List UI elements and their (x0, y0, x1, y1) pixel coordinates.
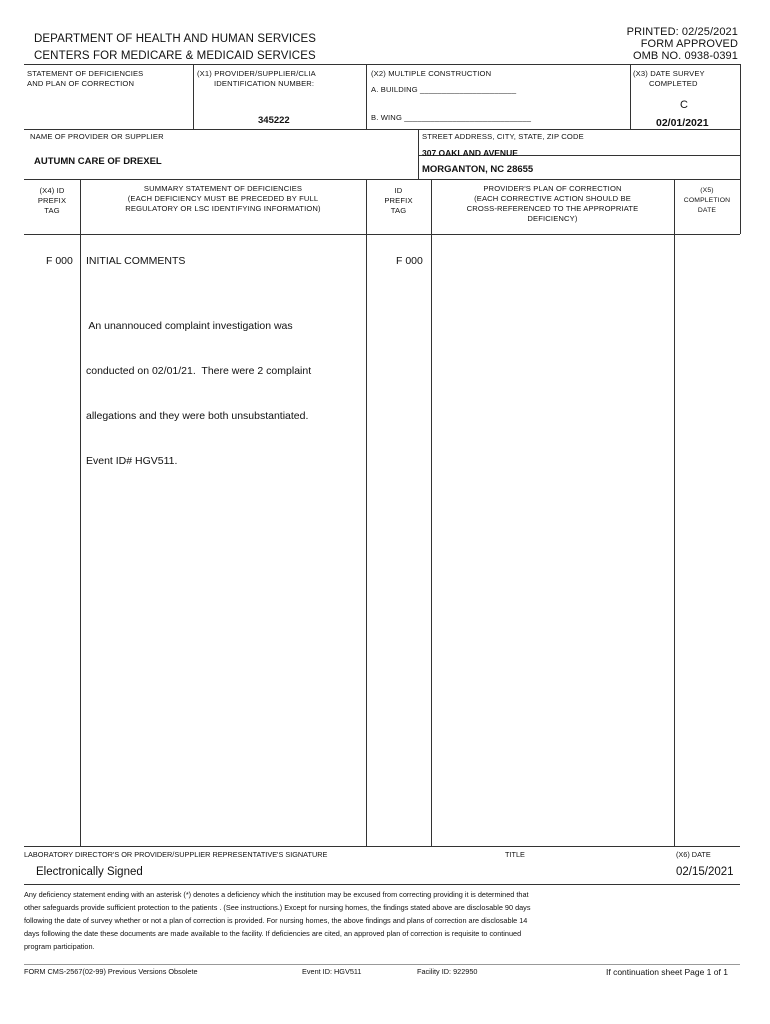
facility-id: Facility ID: 922950 (417, 967, 478, 976)
completion-date-header: (X5) COMPLETION DATE (683, 187, 731, 214)
line-colhead-bottom (24, 234, 740, 235)
title-label: TITLE (505, 850, 525, 859)
printed-date: PRINTED: 02/25/2021 (626, 26, 738, 38)
line-x1-left (193, 64, 194, 129)
date-label: (X6) DATE (676, 850, 711, 859)
provider-name-label: NAME OF PROVIDER OR SUPPLIER (30, 132, 164, 141)
provider-name: AUTUMN CARE OF DREXEL (34, 156, 162, 167)
x1-label-1: (X1) PROVIDER/SUPPLIER/CLIA (197, 69, 316, 78)
disclaimer-line: program participation. (24, 942, 95, 951)
signature-date: 02/15/2021 (676, 866, 734, 878)
deficiency-tag-right: F 000 (396, 255, 423, 267)
disclaimer-line: Any deficiency statement ending with an asterisk (*) denotes a deficiency which the institution may be excused from correcting providing it is determined that (24, 890, 529, 899)
line-provider-bottom (24, 179, 740, 180)
form-id: FORM CMS-2567(02-99) Previous Versions Obsolete (24, 967, 198, 976)
entry-text-line: Event ID# HGV511. (86, 455, 178, 467)
signature-label: LABORATORY DIRECTOR'S OR PROVIDER/SUPPLIER REPRESENTATIVE'S SIGNATURE (24, 850, 328, 859)
summary-header: SUMMARY STATEMENT OF DEFICIENCIES (EACH DEFICIENCY MUST BE PRECEDED BY FULL REGULATORY OR LSC IDENTIFYING INFORMATION) (125, 184, 321, 213)
entry-text (86, 289, 311, 484)
entry-text-line: An unannouced complaint investigation was (86, 320, 293, 332)
survey-code: C (680, 99, 688, 111)
entry-text-line: conducted on 02/01/21. There were 2 complaint (86, 365, 312, 377)
disclaimer-line: other safeguards provide sufficient protection to the patients . (See instructions.) Except for nursing homes, the findings stated above are disclosable 90 days (24, 903, 531, 912)
agency-line-1: DEPARTMENT OF HEALTH AND HUMAN SERVICES (34, 33, 317, 45)
line-right-border (740, 64, 741, 234)
line-address-left (418, 129, 419, 179)
plan-header: PROVIDER'S PLAN OF CORRECTION (EACH CORRECTIVE ACTION SHOULD BE CROSS-REFERENCED TO THE APPROPRIATE DEFICIENCY) (466, 184, 639, 223)
line-col-id (431, 179, 432, 846)
entry-title: INITIAL COMMENTS (86, 255, 186, 267)
deficiency-tag-left: F 000 (46, 255, 73, 267)
x2-label: (X2) MULTIPLE CONSTRUCTION (371, 69, 492, 78)
event-id: Event ID: HGV511 (302, 967, 362, 976)
line-col-x4 (80, 179, 81, 846)
disclaimer-line: following the date of survey whether or not a plan of correction is provided. For nursing homes, the above findings and plans of correction are disclosable 14 (24, 916, 528, 925)
line-x2-left (366, 64, 367, 129)
disclaimer-line: days following the date these documents are made available to the facility. If deficiencies are cited, an approved plan of correction is requisite to continued (24, 929, 522, 938)
line-body-bottom (24, 846, 740, 847)
line-footer-top (24, 964, 740, 965)
agency-line-2: CENTERS FOR MEDICARE & MEDICAID SERVICES (34, 50, 316, 62)
entry-text-line: allegations and they were both unsubstantiated. (86, 410, 309, 422)
signature-value: Electronically Signed (36, 866, 143, 878)
line-col-plan-right (674, 179, 675, 846)
line-row1-bottom (24, 129, 740, 130)
address-line-2: MORGANTON, NC 28655 (422, 164, 534, 175)
id-prefix-header: ID PREFIX TAG (384, 186, 413, 215)
line-x3-left (630, 64, 631, 129)
x3-label-1: (X3) DATE SURVEY (633, 69, 705, 78)
x1-label-2: IDENTIFICATION NUMBER: (214, 79, 315, 88)
disclaimer (24, 888, 736, 953)
statement-label-1: STATEMENT OF DEFICIENCIES (27, 69, 144, 78)
line-top (24, 64, 740, 65)
form-approved: FORM APPROVED (640, 38, 738, 50)
page-continuation: If continuation sheet Page 1 of 1 (606, 967, 728, 977)
line-col-summary-right (366, 179, 367, 846)
building-label: A. BUILDING ______________________ (371, 85, 517, 94)
wing-label: B. WING _____________________________ (371, 113, 532, 122)
address-line-1: 307 OAKLAND AVENUE (422, 148, 518, 158)
omb-number: OMB NO. 0938-0391 (632, 50, 738, 62)
statement-label-2: AND PLAN OF CORRECTION (27, 79, 135, 88)
provider-id-number: 345222 (258, 115, 290, 126)
line-signature-bottom (24, 884, 740, 885)
x3-label-2: COMPLETED (649, 79, 698, 88)
x4-prefix-header: (X4) ID PREFIX TAG (37, 186, 67, 215)
address-label: STREET ADDRESS, CITY, STATE, ZIP CODE (422, 132, 584, 141)
survey-date: 02/01/2021 (656, 117, 709, 129)
